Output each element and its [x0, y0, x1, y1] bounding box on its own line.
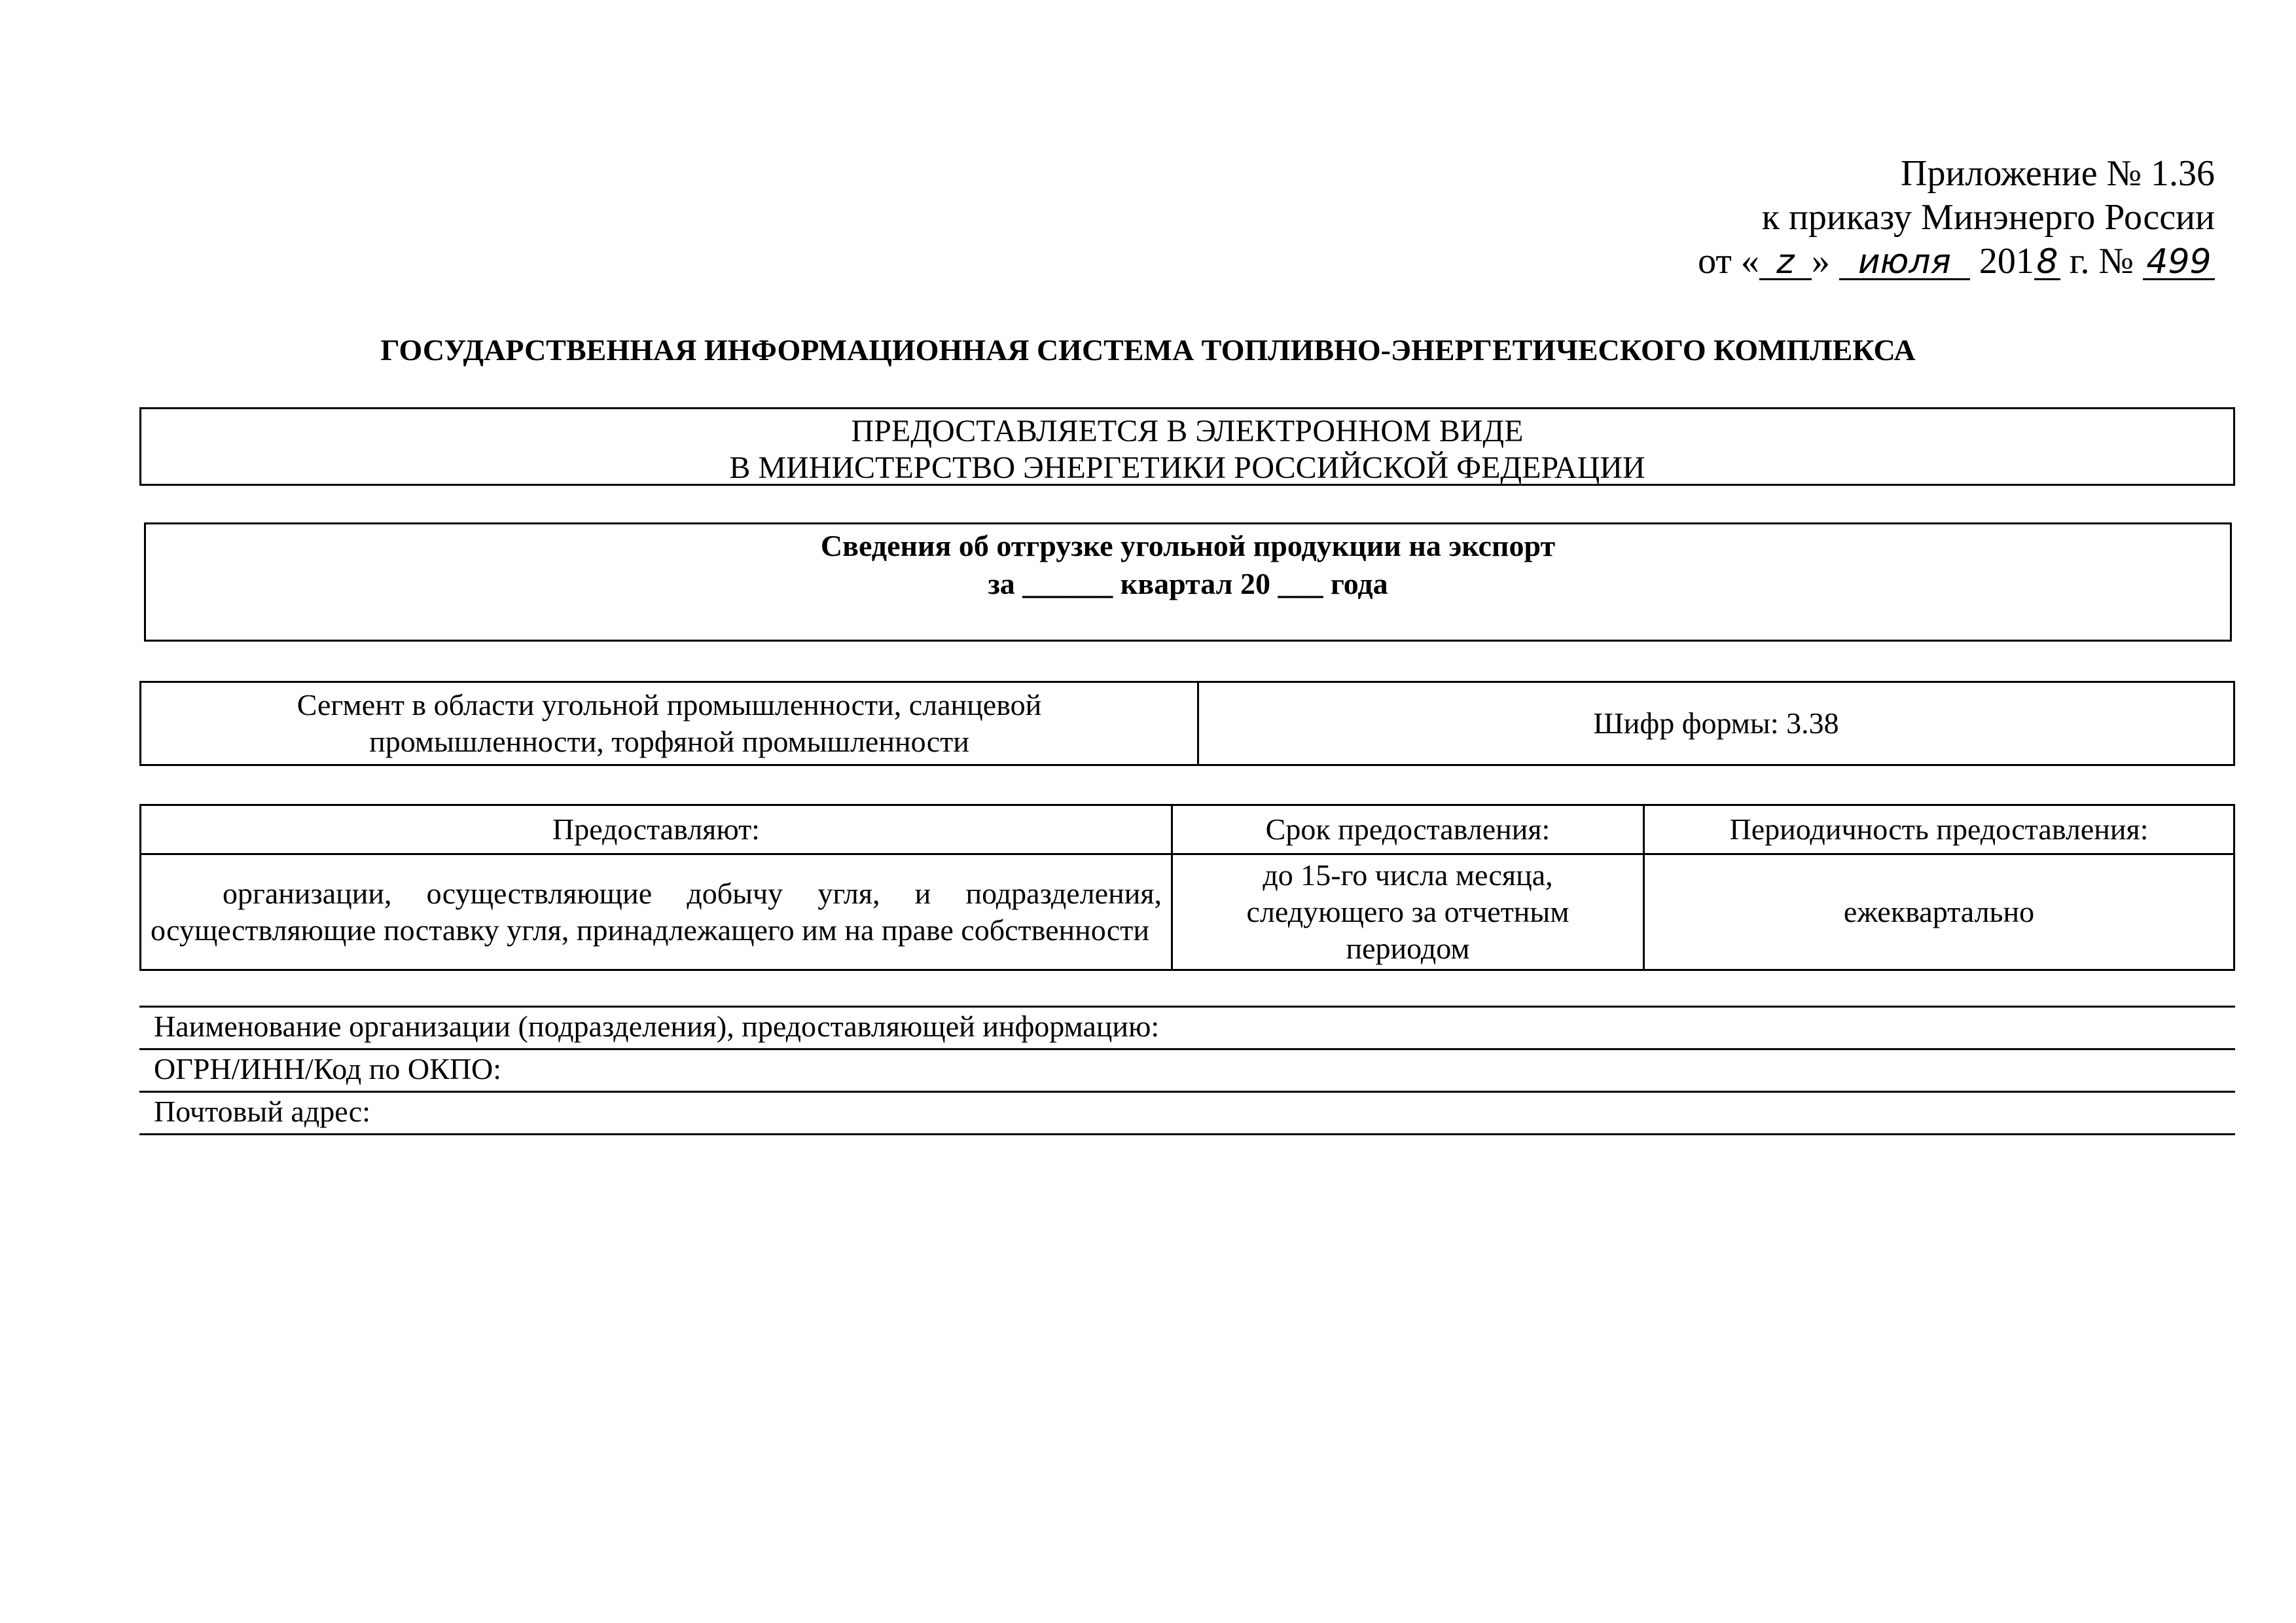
date-mid: » [1811, 241, 1830, 282]
form-title-box [144, 522, 2232, 642]
submission-terms-table [139, 804, 2235, 971]
periodicity-cell: ежеквартально [1644, 854, 2234, 970]
order-number-handwritten: 499 [2143, 246, 2215, 280]
header-providers: Предоставляют: [141, 805, 1172, 854]
gis-title: ГОСУДАРСТВЕННАЯ ИНФОРМАЦИОННАЯ СИСТЕМА ТОПЛИВНО-ЭНЕРГЕТИЧЕСКОГО КОМПЛЕКСА [380, 333, 1916, 367]
segment-name-line-1: Сегмент в области угольной промышленности, сланцевой [296, 688, 1042, 721]
appendix-header [1698, 152, 2215, 283]
submission-line-2: В МИНИСТЕРСТВО ЭНЕРГЕТИКИ РОССИЙСКОЙ ФЕДЕРАЦИИ [729, 450, 1645, 485]
header-periodicity: Периодичность предоставления: [1644, 805, 2234, 854]
date-suffix: г. № [2069, 241, 2134, 282]
form-period: за ______ квартал 20 ___ года [988, 567, 1388, 600]
deadline-line-1: до 15-го числа месяца, [1263, 858, 1553, 892]
form-title: Сведения об отгрузке угольной продукции на экспорт [820, 529, 1556, 562]
date-year-digit-handwritten: 8 [2034, 246, 2060, 280]
segment-name-cell [141, 682, 1198, 765]
date-year-prefix: 201 [1979, 241, 2034, 282]
organization-ids-field[interactable]: ОГРН/ИНН/Код по ОКПО: [139, 1050, 2235, 1093]
deadline-cell [1172, 854, 1644, 970]
submission-notice-box [139, 407, 2235, 486]
appendix-number: Приложение № 1.36 [1901, 153, 2215, 194]
form-code-cell: Шифр формы: 3.38 [1198, 682, 2234, 765]
deadline-line-3: периодом [1346, 932, 1470, 965]
date-month-handwritten: июля [1839, 246, 1970, 280]
appendix-order-reference: к приказу Минэнерго России [1761, 197, 2215, 238]
submission-line-1: ПРЕДОСТАВЛЯЕТСЯ В ЭЛЕКТРОННОМ ВИДЕ [851, 414, 1524, 448]
deadline-line-2: следующего за отчетным [1246, 895, 1570, 928]
segment-table [139, 681, 2235, 766]
postal-address-field[interactable]: Почтовый адрес: [139, 1093, 2235, 1135]
appendix-order-date [1698, 240, 2215, 283]
organization-info-section [139, 1006, 2235, 1135]
date-prefix: от « [1698, 241, 1759, 282]
organization-name-field[interactable]: Наименование организации (подразделения), предоставляющей информацию: [139, 1008, 2235, 1050]
date-day-handwritten: z [1759, 246, 1812, 280]
segment-name-line-2: промышленности, торфяной промышленности [369, 725, 969, 758]
providers-cell: организации, осуществляющие добычу угля, и подразделения, осуществляющие поставку угля, принадлежащего им на праве собственности [141, 854, 1172, 970]
header-deadline: Срок предоставления: [1172, 805, 1644, 854]
